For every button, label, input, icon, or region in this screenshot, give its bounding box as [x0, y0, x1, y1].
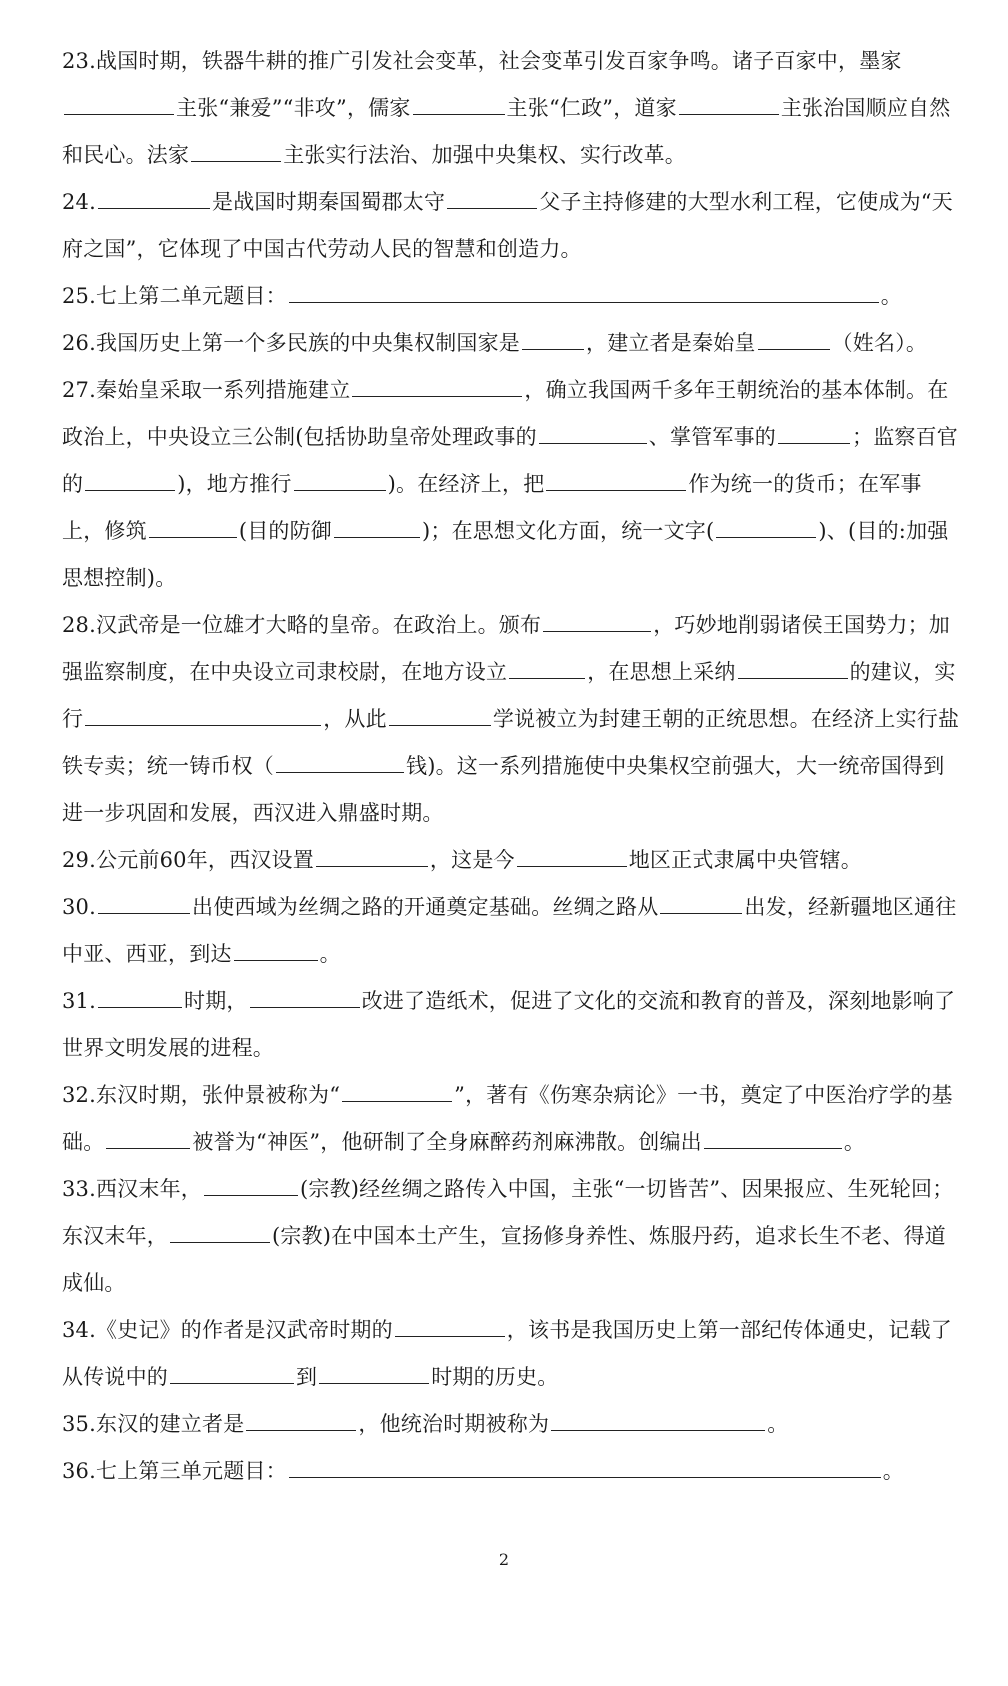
answer-blank[interactable]: [679, 86, 779, 115]
question-text: ，建立者是秦始皇: [586, 331, 756, 355]
question-text: 学说被立为封建王朝的正统思想。在经济上实行盐铁专卖；统一铸币权（: [62, 707, 960, 778]
question-27: [62, 367, 962, 602]
answer-blank[interactable]: [106, 1120, 190, 1149]
answer-blank[interactable]: [191, 133, 281, 162]
answer-blank[interactable]: [522, 321, 584, 350]
question-text: )。在经济上，把: [387, 472, 545, 496]
question-text: 36.七上第三单元题目：: [62, 1459, 287, 1483]
question-text: 。: [843, 1130, 866, 1154]
question-text: 32.东汉时期，张仲景被称为“: [62, 1083, 341, 1107]
question-36: [62, 1448, 962, 1495]
question-text: 钱)。这一系列措施使中央集权空前强大，大一统帝国得到进一步巩固和发展，西汉进入鼎盛时期。: [62, 754, 945, 825]
answer-blank[interactable]: [546, 462, 686, 491]
question-29: [62, 837, 962, 884]
answer-blank[interactable]: [395, 1308, 505, 1337]
question-text: 出使西域为丝绸之路的开通奠定基础。丝绸之路从: [192, 895, 659, 919]
question-text: 作为统一的货币；在军事上，修筑: [62, 472, 922, 543]
question-28: [62, 602, 962, 837]
question-text: ，巧妙地削弱诸侯王国势力；加强监察制度，在中央设立司隶校尉，在地方设立: [62, 613, 951, 684]
answer-blank[interactable]: [509, 650, 585, 679]
question-34: [62, 1307, 962, 1401]
question-31: [62, 978, 962, 1072]
answer-blank[interactable]: [517, 838, 627, 867]
answer-blank[interactable]: [85, 697, 321, 726]
answer-blank[interactable]: [98, 180, 210, 209]
question-text: ”，著有《伤寒杂病论》一书，奠定了中医治疗学的基础。: [62, 1083, 953, 1154]
answer-blank[interactable]: [276, 744, 404, 773]
question-30: [62, 884, 962, 978]
answer-blank[interactable]: [204, 1167, 298, 1196]
question-text: ，在思想上采纳: [587, 660, 736, 684]
answer-blank[interactable]: [447, 180, 537, 209]
question-text: 地区正式隶属中央管辖。: [628, 848, 862, 872]
answer-blank[interactable]: [98, 979, 182, 1008]
answer-blank[interactable]: [716, 509, 816, 538]
question-text: 到: [296, 1365, 318, 1389]
question-text: 被誉为“神医”，他研制了全身麻醉药剂麻沸散。创编出: [192, 1130, 702, 1154]
answer-blank[interactable]: [294, 462, 386, 491]
question-text: 34.《史记》的作者是汉武帝时期的: [62, 1318, 393, 1342]
answer-blank[interactable]: [246, 1402, 356, 1431]
question-text: )，地方推行: [177, 472, 292, 496]
answer-blank[interactable]: [738, 650, 848, 679]
question-text: 28.汉武帝是一位雄才大略的皇帝。在政治上。颁布: [62, 613, 542, 637]
answer-blank[interactable]: [289, 274, 879, 303]
answer-blank[interactable]: [778, 415, 850, 444]
question-text: 主张实行法治、加强中央集权、实行改革。: [283, 143, 687, 167]
answer-blank[interactable]: [704, 1120, 842, 1149]
question-26: [62, 320, 962, 367]
question-text: (宗教)经丝绸之路传入中国，主张“一切皆苦”、因果报应、生死轮回；东汉末年，: [62, 1177, 954, 1248]
question-text: 26.我国历史上第一个多民族的中央集权制国家是: [62, 331, 520, 355]
answer-blank[interactable]: [85, 462, 175, 491]
question-24: [62, 179, 962, 273]
answer-blank[interactable]: [250, 979, 360, 1008]
question-list: [62, 38, 962, 1495]
question-23: [62, 38, 962, 179]
question-text: ，这是今: [429, 848, 515, 872]
question-text: 。: [319, 942, 341, 966]
question-text: 35.东汉的建立者是: [62, 1412, 245, 1436]
answer-blank[interactable]: [319, 1355, 429, 1384]
question-text: )；在思想文化方面，统一文字(: [422, 519, 715, 543]
question-text: 主张“仁政”，道家: [506, 96, 677, 120]
question-text: 27.秦始皇采取一系列措施建立: [62, 378, 351, 402]
answer-blank[interactable]: [352, 368, 522, 397]
question-text: (目的防御: [238, 519, 333, 543]
question-text: 是战国时期秦国蜀郡太守: [212, 190, 446, 214]
answer-blank[interactable]: [758, 321, 830, 350]
answer-blank[interactable]: [289, 1449, 881, 1478]
question-text: 31.: [62, 989, 96, 1013]
question-text: ，确立我国两千多年王朝统治的基本体制。在政治上，中央设立三公制(包括协助皇帝处理政事的: [62, 378, 949, 449]
page-number: 2: [498, 1550, 510, 1569]
answer-blank[interactable]: [539, 415, 647, 444]
question-text: (宗教)在中国本土产生，宣扬修身养性、炼服丹药，追求长生不老、得道成仙。: [62, 1224, 946, 1295]
question-text: 主张“兼爱”“非攻”，儒家: [176, 96, 411, 120]
answer-blank[interactable]: [389, 697, 491, 726]
answer-blank[interactable]: [543, 603, 651, 632]
question-text: 时期，: [184, 989, 248, 1013]
question-text: ；监察百官的: [62, 425, 958, 496]
question-text: 父子主持修建的大型水利工程，它使成为“天府之国”，它体现了中国古代劳动人民的智慧和创造力。: [62, 190, 953, 261]
question-text: 。: [880, 284, 902, 308]
question-35: [62, 1401, 962, 1448]
answer-blank[interactable]: [64, 86, 174, 115]
answer-blank[interactable]: [234, 932, 318, 961]
answer-blank[interactable]: [551, 1402, 765, 1431]
answer-blank[interactable]: [170, 1214, 270, 1243]
question-text: 24.: [62, 190, 96, 214]
answer-blank[interactable]: [342, 1073, 452, 1102]
answer-blank[interactable]: [660, 885, 742, 914]
question-text: 、掌管军事的: [648, 425, 776, 449]
question-text: ，他统治时期被称为: [358, 1412, 550, 1436]
answer-blank[interactable]: [334, 509, 420, 538]
answer-blank[interactable]: [98, 885, 190, 914]
question-33: [62, 1166, 962, 1307]
answer-blank[interactable]: [413, 86, 505, 115]
question-text: ，该书是我国历史上第一部纪传体通史，记载了从传说中的: [62, 1318, 952, 1389]
question-text: 出发，经新疆地区通往中亚、西亚，到达: [62, 895, 957, 966]
question-text: 。: [882, 1459, 904, 1483]
question-text: 23.战国时期，铁器牛耕的推广引发社会变革，社会变革引发百家争鸣。诸子百家中，墨家: [62, 49, 902, 73]
question-text: )、(目的:加强思想控制)。: [62, 519, 949, 590]
answer-blank[interactable]: [149, 509, 237, 538]
question-text: 时期的历史。: [431, 1365, 559, 1389]
question-text: 25.七上第二单元题目：: [62, 284, 287, 308]
question-32: [62, 1072, 962, 1166]
question-text: 。: [767, 1412, 789, 1436]
answer-blank[interactable]: [316, 838, 428, 867]
question-text: 30.: [62, 895, 96, 919]
question-25: [62, 273, 962, 320]
question-text: 33.西汉末年，: [62, 1177, 202, 1201]
question-text: 的建议，实行: [62, 660, 956, 731]
question-text: ，从此: [323, 707, 387, 731]
question-text: （姓名）。: [831, 331, 928, 355]
answer-blank[interactable]: [170, 1355, 294, 1384]
question-text: 主张治国顺应自然和民心。法家: [62, 96, 951, 167]
question-text: 改进了造纸术，促进了文化的交流和教育的普及，深刻地影响了世界文明发展的进程。: [62, 989, 956, 1060]
question-text: 29.公元前60年，西汉设置: [62, 848, 314, 872]
